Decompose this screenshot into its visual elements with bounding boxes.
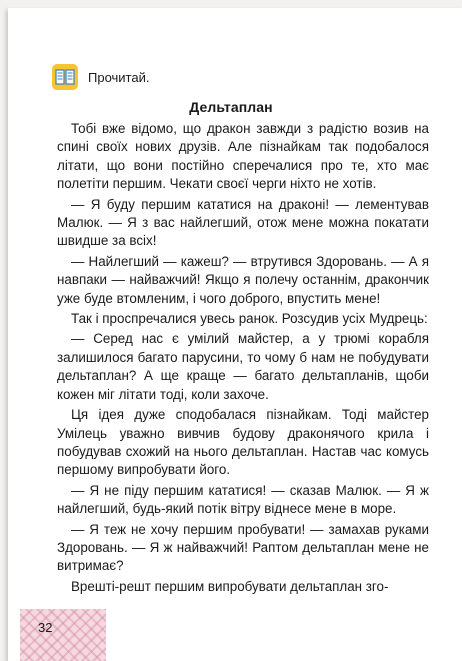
paragraph: Ця ідея дуже сподобалася пізнайкам. Тоді майстер Умілець уважно вивчив будову драконячого крила і побудував схожий на нього дельтаплан. Настав час комусь першому випробувати його. [57,407,429,478]
page-number: 32 [38,620,53,635]
paragraph: — Я буду першим кататися на драконі! — лементував Малюк. — Я з вас найлегший, отож мене можна покатати швидше за всіх! [57,196,429,249]
paragraph: — Я не піду першим кататися! — сказав Малюк. — Я ж найлегший, будь-який потік вітру віднесе мене в море. [57,482,429,517]
paragraph: — Я теж не хочу першим пробувати! — замахав руками Здоровань. — Я ж найважчий! Раптом дельтаплан мене не витримає? [57,521,429,574]
paragraph: — Серед нас є умілий майстер, а у трюмі корабля залишилося багато парусини, то чому б нам не побудувати дельтаплан? А ще краще — багато дельтапланів, щоби кожен міг літати тоді, коли захоче. [57,331,429,402]
paragraph: Так і проспречалися увесь ранок. Розсудив усіх Мудрець: [71,311,428,327]
instruction-label: Прочитай. [88,69,150,85]
read-instruction [52,64,149,90]
story-text [57,120,429,598]
story-title: Дельтаплан [189,99,273,115]
open-book-icon [52,64,78,90]
paragraph: — Найлегший — кажеш? — втрутився Здоровань. — А я навпаки — найважчий! Якщо я полечу останнім, дракончик уже буде втомленим, і чого доброго, впустить мене! [57,253,429,306]
decorative-corner-pattern [20,609,106,661]
paragraph: Тобі вже відомо, що дракон завжди з радістю возив на спині своїх нових друзів. Але пізнайкам так подобалося літати, що вони постійно сперечалися про те, хто має полетіти першим. Чекати своєї черги ніхто не хотів. [57,121,429,192]
paragraph: Врешті-решт першим випробувати дельтаплан зго- [71,578,389,594]
